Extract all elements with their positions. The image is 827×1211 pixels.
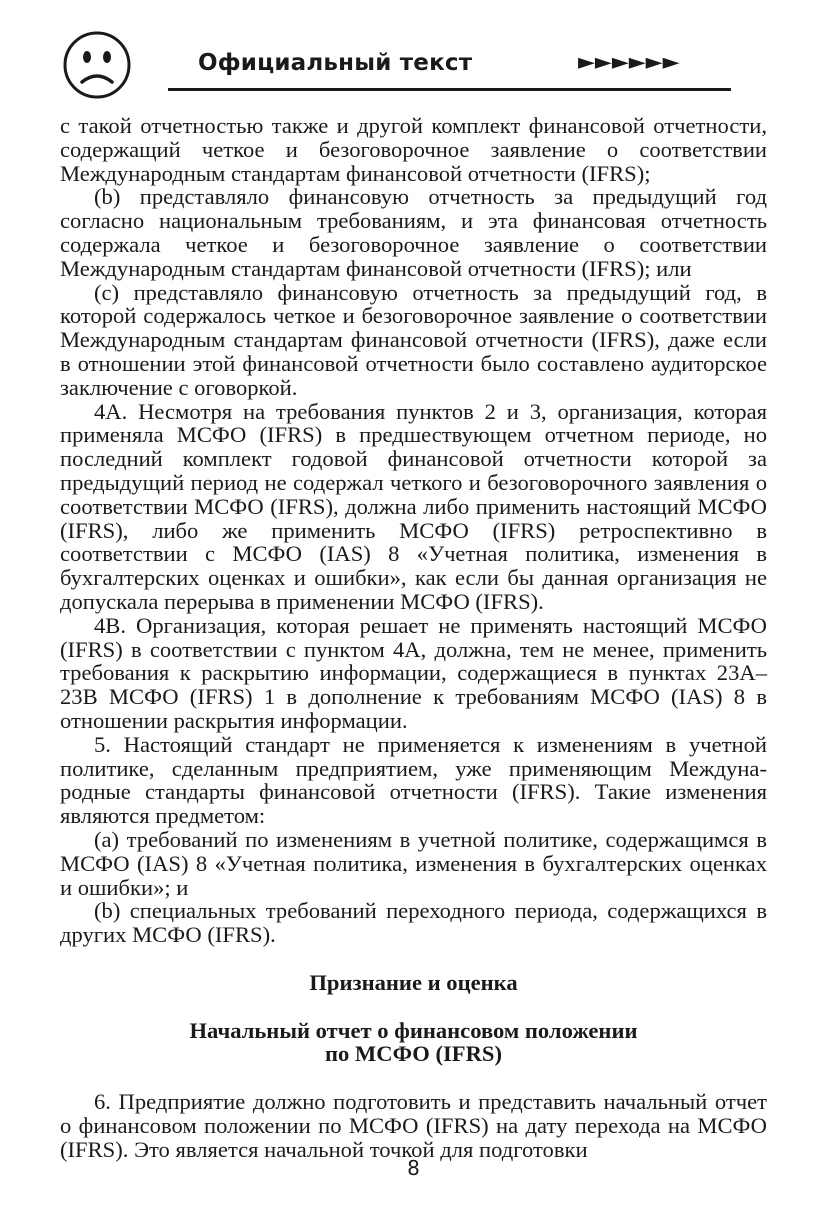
- paragraph-4a: 4А. Несмотря на требования пунктов 2 и 3, организация, которая применяла МСФО (IFRS) в предшествующем отчетном периоде, но последний комплект годовой финансовой отчетности которой за предыдущий период не содержал четкого и безоговорочного заявления о соответствии МСФО (IFRS), должна либо применить настоящий МСФО (IFRS), либо же применить МСФО (IFRS) ретроспективно в соответствии с МСФО (IAS) 8 «Учетная политика, изменения в бухгалтерских оценках и ошибки», как если бы данная организация не допускала перерыва в применении МСФО (IFRS).: [60, 398, 767, 614]
- paragraph-item-b: (b) представляло финансовую отчетность за предыдущий год согласно национальным требованиям, и эта финансовая отчетность содержала четкое и безоговорочное заявление о соответствии Международным стандартам финансовой отчетности (IFRS); или: [60, 184, 767, 281]
- paragraph-item-c: (c) представляло финансовую отчетность за предыдущий год, в которой содержалось четкое и безоговорочное заявление о соответствии Международным стандартам финансовой отчетности (IFRS), даже если в отношении этой финансовой отчетности было составлено аудиторское заключение с оговоркой.: [60, 279, 767, 400]
- subsection-heading-line2: по МСФО (IFRS): [324, 1041, 503, 1067]
- paragraph-4b: 4В. Организация, которая решает не применять настоящий МСФО (IFRS) в соответствии с пунктом 4А, должна, тем не менее, применить требования к раскрытию информации, содержащиеся в пунктах 23А–23В МСФО (IFRS) 1 в дополнение к требованиям МСФО (IAS) 8 в отношении раскрытия информации.: [60, 612, 767, 733]
- arrows-icon: ►►►►►►: [578, 50, 680, 75]
- paragraph-6: 6. Предприятие должно подготовить и представить начальный отчет о финансовом положении по МСФО (IFRS) на дату перехода на МСФО (IFRS). Это является начальной точкой для подготовки: [60, 1089, 767, 1162]
- page-number: 8: [407, 1156, 420, 1180]
- header-rule: [168, 88, 731, 91]
- header-title: Официальный текст: [198, 50, 473, 76]
- paragraph-5b: (b) специальных требований переходного периода, содержащихся в других МСФО (IFRS).: [60, 898, 767, 948]
- paragraph-continuation: с такой отчетностью также и другой комплект финансовой отчетности, содержащий четкое и безоговорочное заявление о соответствии Международным стандартам финансовой отчетности (IFRS);: [60, 113, 767, 186]
- page-header: [0, 0, 827, 100]
- sad-face-icon: [62, 30, 132, 100]
- paragraph-5: 5. Настоящий стандарт не применяется к изменениям в учетной политике, сделанным предприятием, уже применяющим Международные стандарты финансовой отчетности (IFRS). Такие изменения являются предметом:: [60, 731, 767, 829]
- page-body: [60, 114, 767, 1162]
- subsection-heading: [60, 1019, 767, 1067]
- section-heading: Признание и оценка: [309, 969, 518, 995]
- subsection-heading-line1: Начальный отчет о финансовом положении: [189, 1017, 638, 1043]
- paragraph-5a: (a) требований по изменениям в учетной политике, содержащимся в МСФО (IAS) 8 «Учетная политика, изменения в бухгалтерских оценках и ошибки»; и: [60, 826, 767, 900]
